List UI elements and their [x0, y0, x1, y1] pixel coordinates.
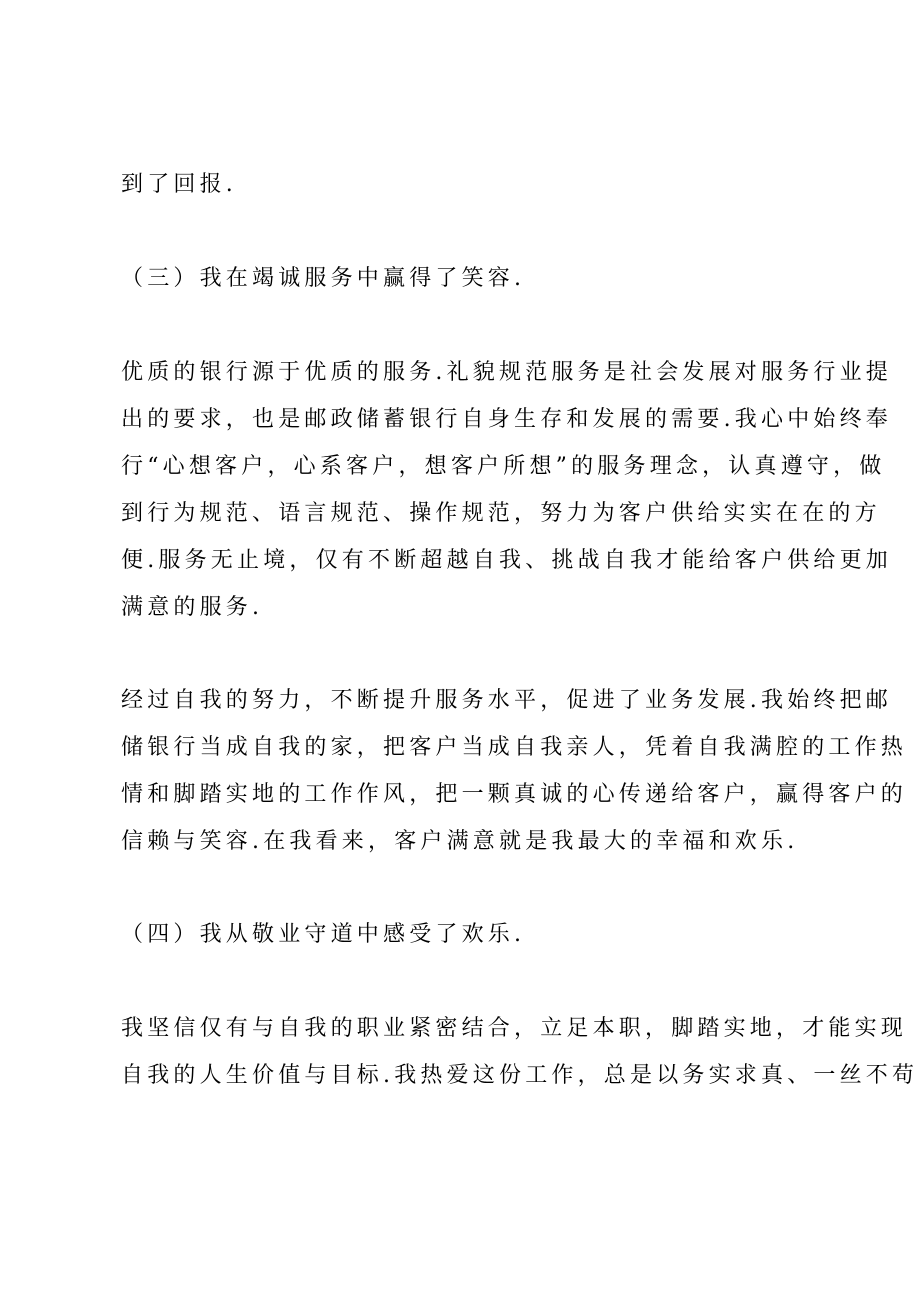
- paragraph-2-line-1: 经过自我的努力，不断提升服务水平，促进了业务发展.我始终把邮: [121, 688, 892, 713]
- text-line-continuation: 到了回报.: [121, 172, 237, 197]
- paragraph-1-line-5: 便.服务无止境，仅有不断超越自我、挑战自我才能给客户供给更加: [121, 548, 892, 573]
- paragraph-1-line-3: 行“心想客户，心系客户，想客户所想”的服务理念，认真遵守，做: [121, 454, 886, 479]
- paragraph-1-line-1: 优质的银行源于优质的服务.礼貌规范服务是社会发展对服务行业提: [121, 360, 892, 385]
- paragraph-1-line-4: 到行为规范、语言规范、操作规范，努力为客户供给实实在在的方: [121, 501, 881, 526]
- section-heading-4: （四）我从敬业守道中感受了欢乐.: [121, 922, 526, 947]
- paragraph-3-line-2: 自我的人生价值与目标.我热爱这份工作，总是以务实求真、一丝不苟: [121, 1063, 919, 1088]
- paragraph-2-line-2: 储银行当成自我的家，把客户当成自我亲人，凭着自我满腔的工作热: [121, 735, 908, 760]
- paragraph-1-line-2: 出的要求，也是邮政储蓄银行自身生存和发展的需要.我心中始终奉: [121, 407, 892, 432]
- paragraph-2-line-3: 情和脚踏实地的工作作风，把一颗真诚的心传递给客户，赢得客户的: [121, 782, 908, 807]
- paragraph-2-line-4: 信赖与笑容.在我看来，客户满意就是我最大的幸福和欢乐.: [121, 829, 799, 854]
- section-heading-3: （三）我在竭诚服务中赢得了笑容.: [121, 266, 526, 291]
- paragraph-3-line-1: 我坚信仅有与自我的职业紧密结合，立足本职，脚踏实地，才能实现: [121, 1016, 908, 1041]
- paragraph-1-line-6: 满意的服务.: [121, 595, 264, 620]
